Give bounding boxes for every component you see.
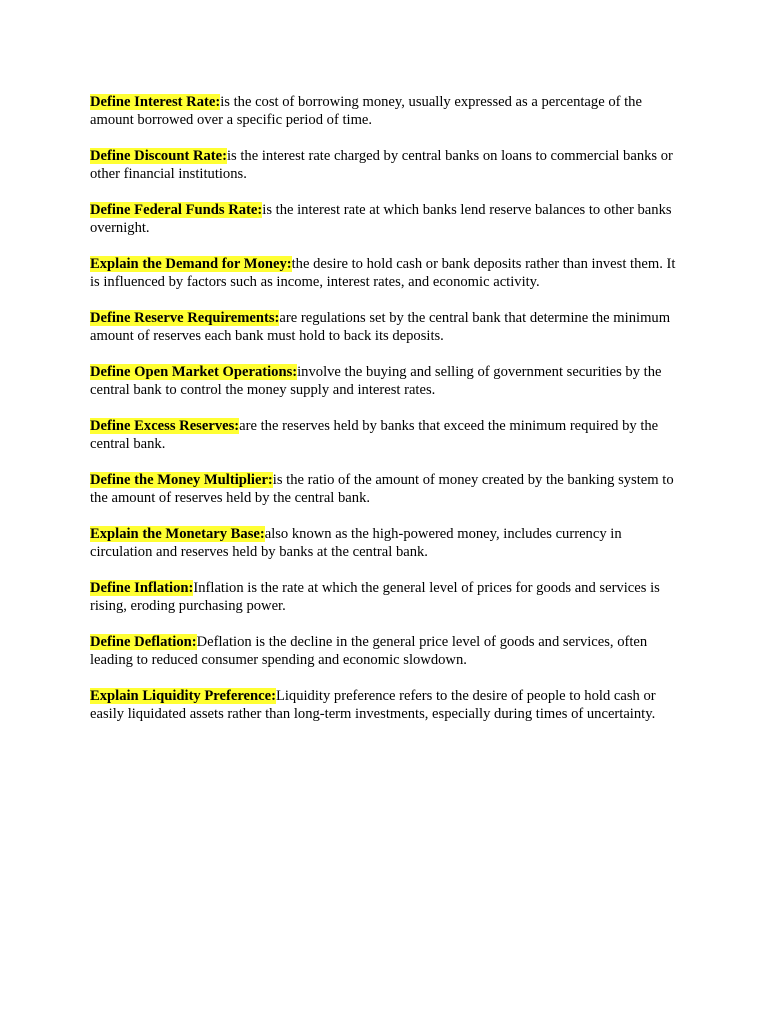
definition-text: are regulations set by the central bank that determine the minimum amount of reserves each bank must hold to back its deposits.	[90, 310, 671, 344]
term-label: Define Discount Rate:	[90, 148, 227, 164]
term-label: Define Inflation:	[90, 580, 194, 596]
term-label: Define Deflation:	[90, 634, 197, 650]
definition-text: also known as the high-powered money, includes currency in circulation and reserves held by banks at the central bank.	[90, 526, 622, 560]
definition-text: involve the buying and selling of government securities by the central bank to control the money supply and interest rates.	[90, 364, 662, 398]
definition-text: is the ratio of the amount of money created by the banking system to the amount of reserves held by the central bank.	[90, 472, 674, 506]
term-label: Define Interest Rate:	[90, 94, 221, 110]
document-page	[90, 93, 680, 741]
definition-entry-deflation	[90, 633, 680, 669]
definition-entry-discount-rate	[90, 147, 680, 183]
definition-text: Deflation is the decline in the general price level of goods and services, often leading to reduced consumer spending and economic slowdown.	[90, 634, 648, 668]
definition-entry-open-market-operations	[90, 363, 680, 399]
definition-entry-interest-rate	[90, 93, 680, 129]
definition-text: Liquidity preference refers to the desire of people to hold cash or easily liquidated assets rather than long-term investments, especially during times of uncertainty.	[90, 688, 656, 722]
term-label: Define Reserve Requirements:	[90, 310, 280, 326]
definition-entry-demand-for-money	[90, 255, 680, 291]
term-label: Explain the Monetary Base:	[90, 526, 265, 542]
term-label: Define Excess Reserves:	[90, 418, 240, 434]
term-label: Explain the Demand for Money:	[90, 256, 292, 272]
definition-entry-excess-reserves	[90, 417, 680, 453]
definition-entry-reserve-requirements	[90, 309, 680, 345]
term-label: Define Open Market Operations:	[90, 364, 298, 380]
definition-entry-money-multiplier	[90, 471, 680, 507]
definition-text: Inflation is the rate at which the general level of prices for goods and services is rising, eroding purchasing power.	[90, 580, 660, 614]
definition-text: is the interest rate charged by central banks on loans to commercial banks or other financial institutions.	[90, 148, 673, 182]
definition-text: the desire to hold cash or bank deposits rather than invest them. It is influenced by factors such as income, interest rates, and economic activity.	[90, 256, 676, 290]
definition-text: are the reserves held by banks that exceed the minimum required by the central bank.	[90, 418, 659, 452]
definition-text: is the cost of borrowing money, usually expressed as a percentage of the amount borrowed over a specific period of time.	[90, 94, 642, 128]
term-label: Explain Liquidity Preference:	[90, 688, 276, 704]
definition-entry-federal-funds-rate	[90, 201, 680, 237]
term-label: Define the Money Multiplier:	[90, 472, 273, 488]
definition-text: is the interest rate at which banks lend reserve balances to other banks overnight.	[90, 202, 672, 236]
definition-entry-inflation	[90, 579, 680, 615]
term-label: Define Federal Funds Rate:	[90, 202, 263, 218]
definition-entry-monetary-base	[90, 525, 680, 561]
definition-entry-liquidity-preference	[90, 687, 680, 723]
